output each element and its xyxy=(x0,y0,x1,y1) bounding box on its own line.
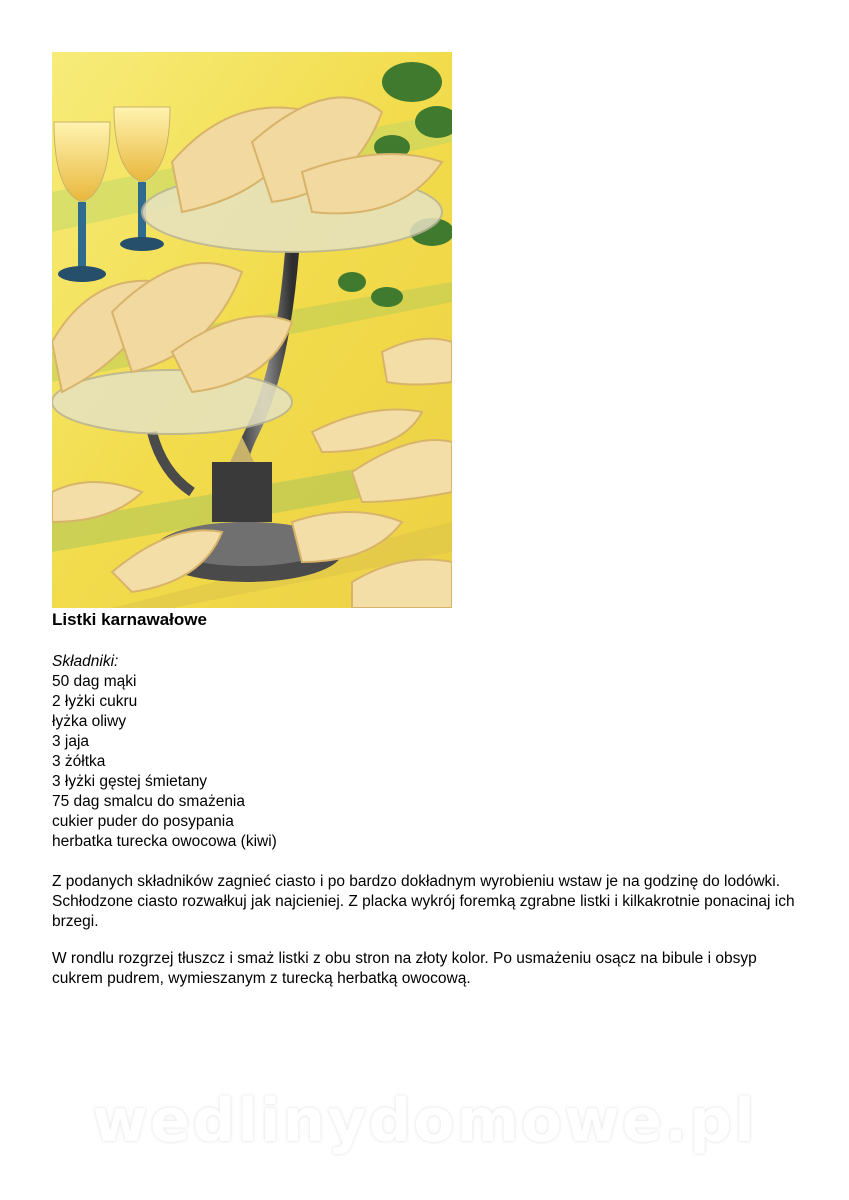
pastry-stand-illustration xyxy=(52,52,452,608)
ingredient-item: cukier puder do posypania xyxy=(52,813,234,830)
site-watermark: wedlinydomowe.pl xyxy=(92,1086,757,1156)
ingredient-item: 2 łyżki cukru xyxy=(52,693,138,710)
instructions-paragraph-1: Z podanych składników zagnieć ciasto i po bardzo dokładnym wyrobieniu wstaw je na godzinę do lodówki. Schłodzone ciasto rozwałkuj jak najcieniej. Z placka wykrój foremką zgrabne listki i kilkakrotnie ponacinaj ich brzegi. xyxy=(52,873,795,930)
ingredient-item: 3 żółtka xyxy=(52,753,106,770)
recipe-photo xyxy=(52,52,452,608)
ingredient-item: łyżka oliwy xyxy=(52,713,127,730)
ingredient-item: 3 łyżki gęstej śmietany xyxy=(52,773,208,790)
ingredient-item: 50 dag mąki xyxy=(52,673,137,690)
instructions-paragraph-2: W rondlu rozgrzej tłuszcz i smaż listki z obu stron na złoty kolor. Po usmażeniu osącz na bibule i obsyp cukrem pudrem, wymieszanym z turecką herbatką owocową. xyxy=(52,950,757,987)
ingredient-item: 3 jaja xyxy=(52,733,90,750)
recipe-title: Listki karnawałowe xyxy=(52,610,207,629)
ingredient-item: 75 dag smalcu do smażenia xyxy=(52,793,246,810)
ingredients-list xyxy=(52,672,277,852)
ingredient-item: herbatka turecka owocowa (kiwi) xyxy=(52,833,277,850)
ingredients-section xyxy=(52,652,277,852)
ingredients-heading: Składniki: xyxy=(52,653,119,670)
